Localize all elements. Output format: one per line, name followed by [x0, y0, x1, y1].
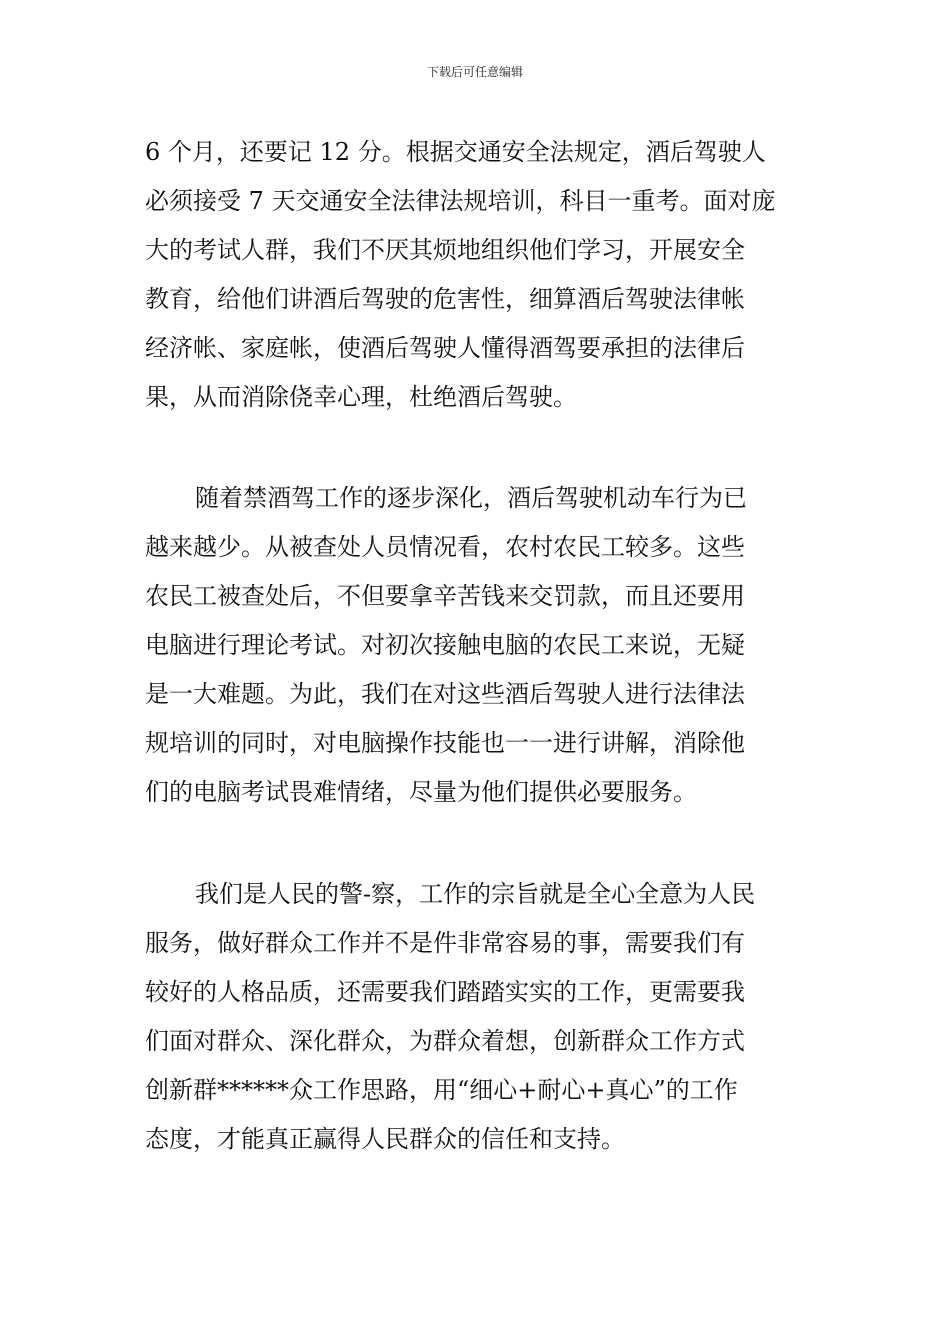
paragraph-1-line-4: 教育，给他们讲酒后驾驶的危害性，细算酒后驾驶法律帐	[145, 285, 745, 313]
paragraph-3-line-5: 创新群******众工作思路，用“细心+耐心+真心”的工作	[145, 1076, 738, 1104]
paragraph-2-line-2: 越来越少。从被查处人员情况看，农村农民工较多。这些	[145, 533, 745, 561]
paragraph-3-line-1: 我们是人民的警-察，工作的宗旨就是全心全意为人民	[195, 880, 756, 908]
paragraph-2-line-5: 是一大难题。为此，我们在对这些酒后驾驶人进行法律法	[145, 680, 745, 708]
paragraph-2-line-6: 规培训的同时，对电脑操作技能也一一进行讲解，消除他	[145, 729, 745, 757]
paragraph-1-line-1: 6 个月，还要记 12 分。根据交通安全法规定，酒后驾驶人	[145, 138, 766, 166]
paragraph-2-line-4: 电脑进行理论考试。对初次接触电脑的农民工来说，无疑	[145, 631, 745, 659]
paragraph-3-line-3: 较好的人格品质，还需要我们踏踏实实的工作，更需要我	[145, 978, 745, 1006]
paragraph-2-line-1: 随着禁酒驾工作的逐步深化，酒后驾驶机动车行为已	[195, 484, 747, 512]
paragraph-1-line-3: 大的考试人群，我们不厌其烦地组织他们学习，开展安全	[145, 236, 745, 264]
paragraph-3-line-2: 服务，做好群众工作并不是件非常容易的事，需要我们有	[145, 929, 745, 957]
paragraph-3-line-4: 们面对群众、深化群众，为群众着想，创新群众工作方式	[145, 1027, 745, 1055]
paragraph-1-line-2: 必须接受 7 天交通安全法律法规培训，科目一重考。面对庞	[145, 187, 776, 215]
page-header: 下载后可任意编辑	[426, 65, 523, 79]
paragraph-2-line-7: 们的电脑考试畏难情绪，尽量为他们提供必要服务。	[145, 778, 697, 806]
paragraph-2-line-3: 农民工被查处后，不但要拿辛苦钱来交罚款，而且还要用	[145, 582, 745, 610]
paragraph-1-line-5: 经济帐、家庭帐，使酒后驾驶人懂得酒驾要承担的法律后	[145, 334, 745, 362]
paragraph-1-line-6: 果，从而消除侥幸心理，杜绝酒后驾驶。	[145, 383, 577, 411]
paragraph-3-line-6: 态度，才能真正赢得人民群众的信任和支持。	[145, 1125, 625, 1153]
